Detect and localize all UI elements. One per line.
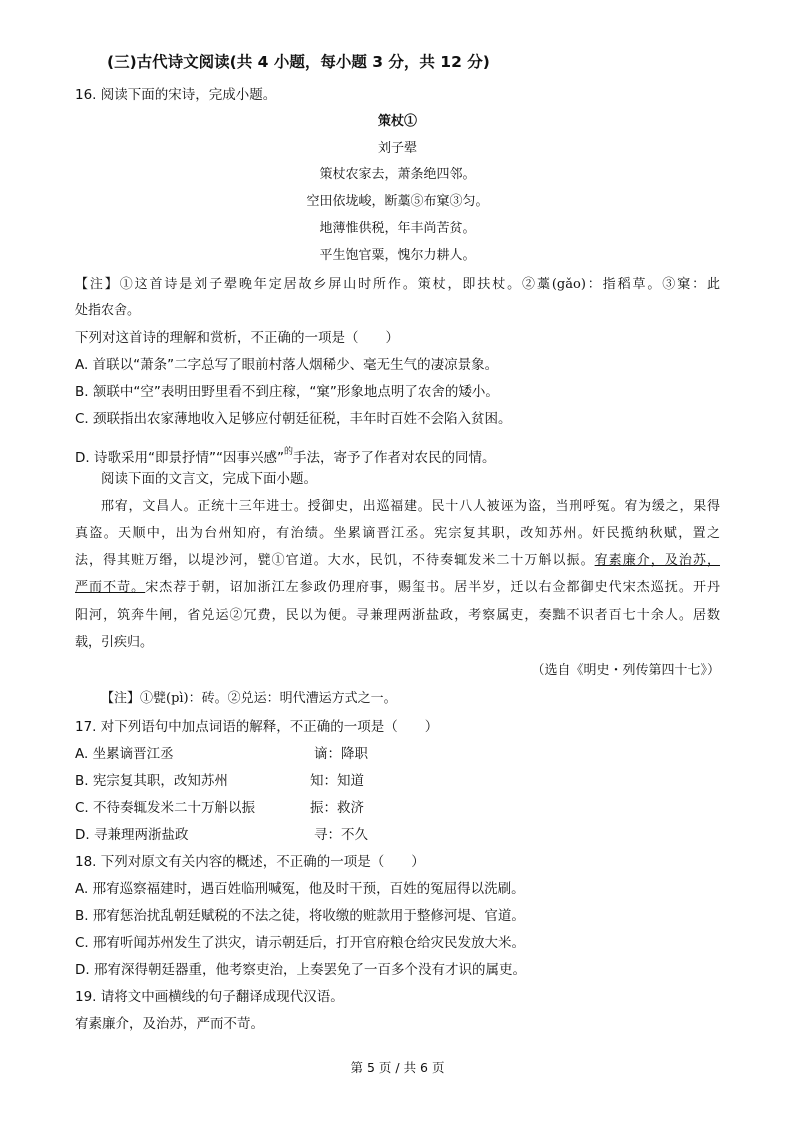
q17-option-a-gloss: 谪：降职 xyxy=(314,746,368,762)
section-heading: (三)古代诗文阅读(共 4 小题，每小题 3 分，共 12 分) xyxy=(107,53,490,71)
q16-option-d-text: D. 诗歌采用“即景抒情”“因事兴感” xyxy=(75,450,284,466)
q17-prompt: 17. 对下列语句中加点词语的解释，不正确的一项是（ ） xyxy=(75,719,439,735)
q18-option-a[interactable]: A. 邢宥巡察福建时，遇百姓临刑喊冤，他及时干预，百姓的冤屈得以洗刷。 xyxy=(75,881,525,897)
poem-note: 【注】①这首诗是刘子翚晚年定居故乡屏山时所作。策杖，即扶杖。②藁(gǎo)：指稻草。③窠：此 xyxy=(75,277,720,292)
q18-option-d[interactable]: D. 邢宥深得朝廷器重，他考察吏治，上奏罢免了一百多个没有才识的属吏。 xyxy=(75,962,526,978)
q17-option-d[interactable]: D. 寻兼理两浙盐政 xyxy=(75,827,189,843)
q16-question: 下列对这首诗的理解和赏析，不正确的一项是（ ） xyxy=(75,330,399,346)
poem-line: 平生饱官粟，愧尔力耕人。 xyxy=(319,248,476,263)
poem-line: 地薄惟供税，年丰尚苦贫。 xyxy=(319,221,476,236)
passage-line xyxy=(75,551,720,571)
underlined-sentence: 宥素廉介，及治苏， xyxy=(594,553,720,568)
passage-line: 阳河，筑奔牛闸，省兑运②冗费，民以为便。寻兼理两浙盐政，考察属吏，奏黜不识者百七十余人。居数 xyxy=(75,608,720,623)
underlined-sentence-end: 严而不苛。 xyxy=(75,580,146,595)
q18-option-b[interactable]: B. 邢宥惩治扰乱朝廷赋税的不法之徒，将收缴的赃款用于整修河堤、官道。 xyxy=(75,908,525,924)
q18-prompt: 18. 下列对原文有关内容的概述，不正确的一项是（ ） xyxy=(75,854,425,870)
q19-sentence: 宥素廉介，及治苏，严而不苛。 xyxy=(75,1016,264,1032)
passage-text: 宋杰荐于朝，诏加浙江左参政仍理府事，赐玺书。居半岁，迁以右佥都御史代宋杰巡抚。开丹 xyxy=(145,580,720,595)
poem-line: 空田依垅峻，断藁⑤布窠③匀。 xyxy=(306,194,489,209)
q17-option-a[interactable]: A. 坐累谪晋江丞 xyxy=(75,746,174,762)
passage-intro: 阅读下面的文言文，完成下面小题。 xyxy=(101,471,317,487)
passage-note: 【注】①甓(pì)：砖。②兑运：明代漕运方式之一。 xyxy=(101,691,397,706)
poem-line: 策杖农家去，萧条绝四邻。 xyxy=(319,167,476,182)
q17-option-d-gloss: 寻：不久 xyxy=(314,827,368,843)
poem-note-cont: 处指农舍。 xyxy=(75,303,141,318)
q19-prompt: 19. 请将文中画横线的句子翻译成现代汉语。 xyxy=(75,989,344,1005)
page-footer: 第 5 页 / 共 6 页 xyxy=(350,1060,445,1075)
q16-option-d-sup: 的 xyxy=(283,447,293,457)
poem-title: 策杖① xyxy=(377,114,417,129)
passage-line: 邢宥，文昌人。正统十三年进士。授御史，出巡福建。民十八人被诬为盗，当刑呼冤。宥为缓之，果得 xyxy=(101,499,720,514)
q17-option-b[interactable]: B. 宪宗复其职，改知苏州 xyxy=(75,773,228,789)
q16-option-a[interactable]: A. 首联以“萧条”二字总写了眼前村落人烟稀少、毫无生气的凄凉景象。 xyxy=(75,357,499,373)
q17-option-c-gloss: 振：救济 xyxy=(310,800,364,816)
q17-option-b-gloss: 知：知道 xyxy=(310,773,364,789)
passage-source: （选自《明史・列传第四十七》） xyxy=(531,663,720,678)
passage-text: 法，得其赃万缗，以堤沙河，甓①官道。大水，民饥，不待奏辄发米二十万斛以振。 xyxy=(75,553,595,568)
passage-line: 真盗。天顺中，出为台州知府，有治绩。坐累谪晋江丞。宪宗复其职，改知苏州。奸民揽纳秋赋，置之 xyxy=(75,526,720,541)
q16-option-d[interactable] xyxy=(75,442,495,468)
q16-option-c[interactable]: C. 颈联指出农家薄地收入足够应付朝廷征税，丰年时百姓不会陷入贫困。 xyxy=(75,411,512,427)
q16-prompt: 16. 阅读下面的宋诗，完成小题。 xyxy=(75,87,277,103)
poem-author: 刘子翚 xyxy=(377,141,417,156)
q16-option-b[interactable]: B. 颔联中“空”表明田野里看不到庄稼，“窠”形象地点明了农舍的矮小。 xyxy=(75,384,499,400)
passage-line: 载，引疾归。 xyxy=(75,635,154,650)
passage-line xyxy=(75,578,720,598)
q16-option-d-text-2: 手法，寄予了作者对农民的同情。 xyxy=(292,450,496,466)
q17-option-c[interactable]: C. 不待奏辄发米二十万斛以振 xyxy=(75,800,256,816)
q18-option-c[interactable]: C. 邢宥听闻苏州发生了洪灾，请示朝廷后，打开官府粮仓给灾民发放大米。 xyxy=(75,935,526,951)
